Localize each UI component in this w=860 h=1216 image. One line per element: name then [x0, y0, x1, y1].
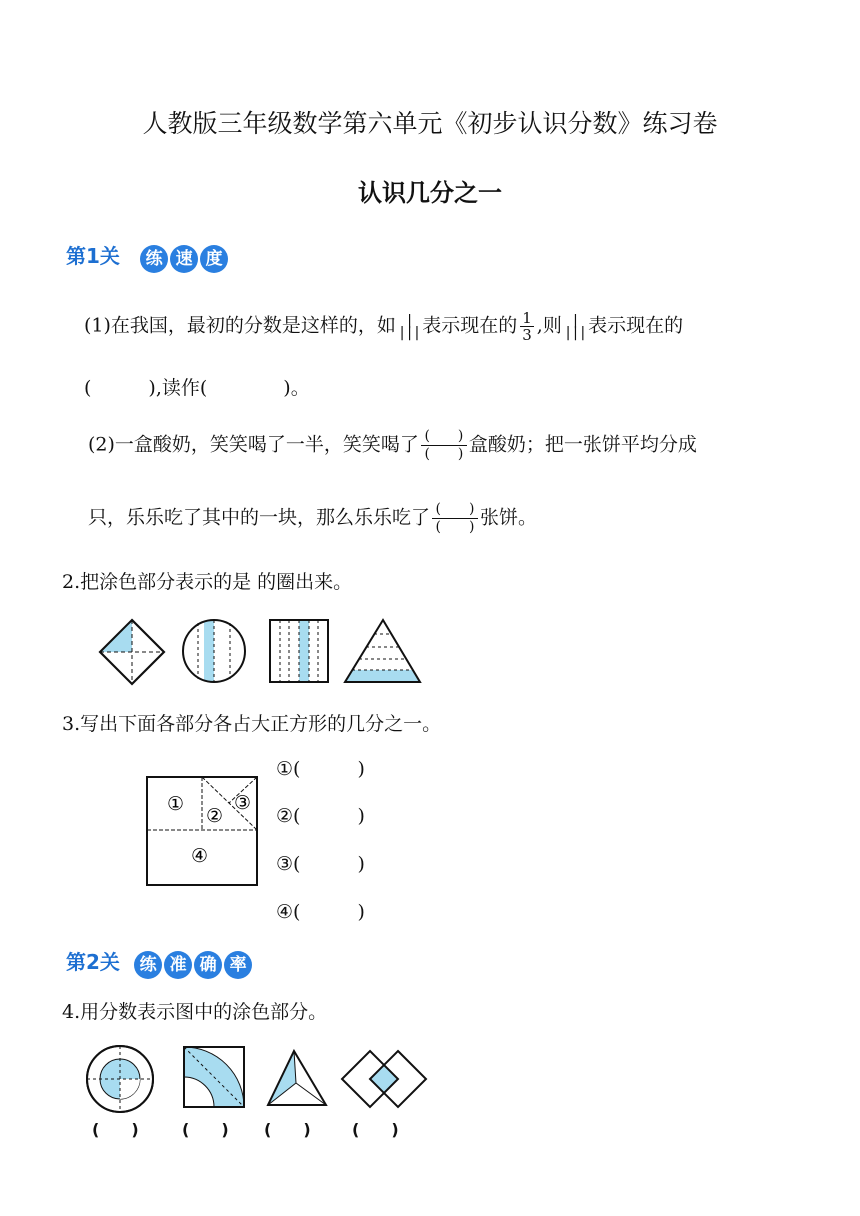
answer-blank[interactable]: ( ): [264, 1120, 311, 1139]
question-1-part-2-line-2: [88, 501, 537, 536]
question-3-text: 3.写出下面各部分各占大正方形的几分之一。: [62, 713, 442, 735]
question-text: 只，乐乐吃了其中的一块，那么乐乐吃了: [88, 506, 431, 529]
answer-blank[interactable]: ( ): [92, 1120, 139, 1139]
rod-numeral-icon: | |||: [397, 312, 421, 341]
region-label: ②: [206, 805, 224, 827]
level-label: 第1关: [66, 244, 120, 268]
level-label: 第2关: [66, 950, 120, 974]
triangle-shape[interactable]: [345, 620, 420, 682]
question-text: ,则: [536, 314, 562, 337]
question-2-text: 2.把涂色部分表示的是 的圈出来。: [62, 571, 353, 593]
triangle-figure: [268, 1051, 326, 1105]
answer-blank[interactable]: ③( ): [276, 853, 365, 875]
question-1-part-2-line-1: [88, 428, 697, 463]
question-3-square: [146, 776, 258, 886]
question-text: 盒酸奶；把一张饼平均分成: [468, 433, 697, 456]
answer-blank[interactable]: ④( ): [276, 901, 365, 923]
region-label: ①: [167, 793, 185, 815]
page-title: 人教版三年级数学第六单元《初步认识分数》练习卷: [142, 109, 718, 138]
question-text: 张饼。: [480, 506, 538, 529]
question-1-line-2: ( ),读作( )。: [84, 377, 310, 399]
level-chip: 率: [224, 951, 252, 979]
level-chip: 练: [134, 951, 162, 979]
fraction: $\frac{1}{3}$: [522, 309, 532, 344]
square-figure: [184, 1047, 244, 1107]
question-4-shapes: [84, 1043, 434, 1113]
page-subtitle: 认识几分之一: [358, 179, 502, 207]
question-4-text: 4.用分数表示图中的涂色部分。: [62, 1001, 328, 1023]
question-text: (2)一盒酸奶，笑笑喝了一半，笑笑喝了: [88, 433, 419, 456]
fraction-blank[interactable]: $\frac{( )}{( )}$: [432, 501, 478, 536]
question-1-line-1: [84, 310, 683, 343]
question-text: (1)在我国，最初的分数是这样的，如: [84, 314, 396, 337]
answer-blank[interactable]: ①( ): [276, 758, 365, 780]
question-text: 表示现在的: [422, 314, 518, 337]
circle-figure: [87, 1046, 153, 1112]
answer-blank[interactable]: ( ): [352, 1120, 399, 1139]
level-chip: 速: [170, 245, 198, 273]
question-text: 表示现在的: [588, 314, 684, 337]
level-chip: 确: [194, 951, 222, 979]
level-badge-2: [66, 946, 254, 979]
region-label: ④: [191, 845, 209, 867]
region-label: ③: [234, 792, 252, 814]
level-chip: 度: [200, 245, 228, 273]
question-2-shapes: [98, 618, 438, 684]
rod-numeral-icon: | |||: [563, 312, 587, 341]
fraction-blank[interactable]: $\frac{( )}{( )}$: [421, 428, 467, 463]
level-chip: 准: [164, 951, 192, 979]
circle-shape[interactable]: [183, 618, 245, 684]
answer-blank[interactable]: ( ): [182, 1120, 229, 1139]
level-chip: 练: [140, 245, 168, 273]
diamonds-figure: [342, 1051, 426, 1107]
level-badge-1: [66, 240, 230, 273]
answer-blank[interactable]: ②( ): [276, 805, 365, 827]
rectangle-shape[interactable]: [270, 620, 328, 682]
diamond-shape[interactable]: [100, 620, 164, 684]
